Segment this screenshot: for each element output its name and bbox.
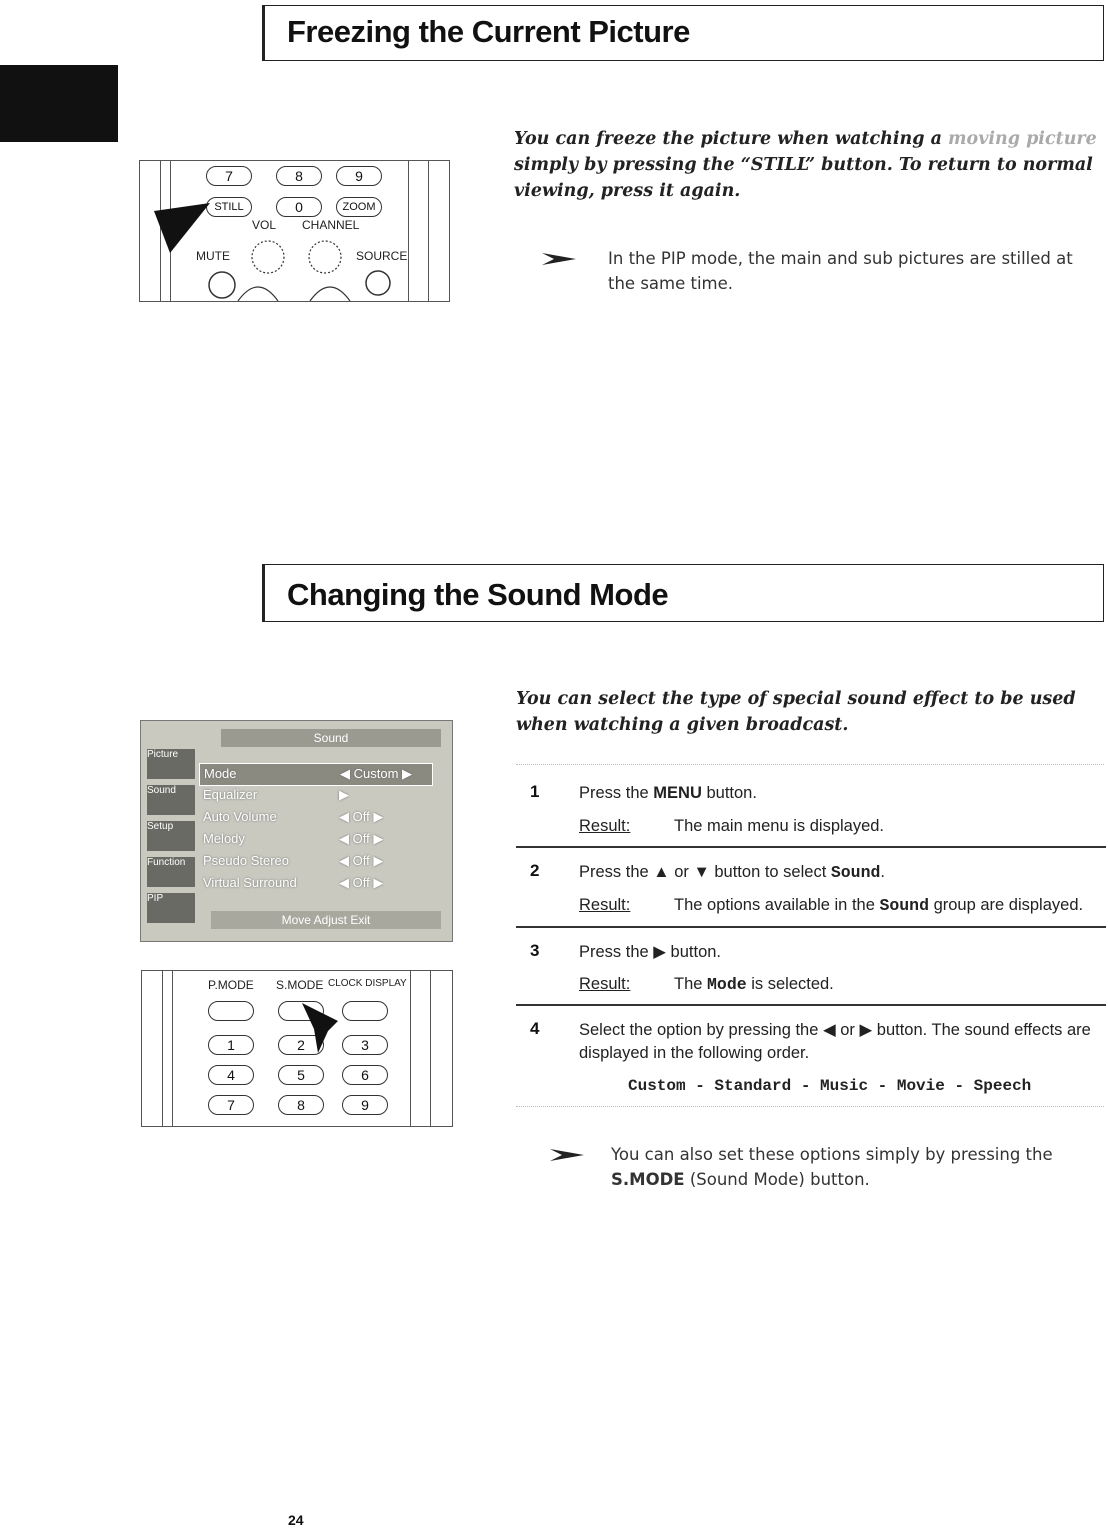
step-1-text bbox=[579, 782, 757, 805]
osd-row-virtual-surround bbox=[199, 873, 431, 894]
osd-row-label: Pseudo Stereo bbox=[203, 853, 290, 868]
still-key: STILL bbox=[206, 197, 252, 217]
intro-text-b: simply by pressing the “STILL” button. To return to normal viewing, press it again. bbox=[514, 155, 1093, 201]
language-tab bbox=[0, 65, 118, 177]
note-text-part: (Sound Mode) button. bbox=[684, 1170, 870, 1189]
result-bold: Sound bbox=[879, 896, 929, 915]
key-7: 7 bbox=[206, 166, 252, 186]
pointer-arrow-icon bbox=[142, 971, 452, 1126]
channel-label: CHANNEL bbox=[302, 218, 360, 232]
osd-row-melody bbox=[199, 829, 431, 850]
osd-row-label: Virtual Surround bbox=[203, 875, 297, 890]
osd-row-auto-volume bbox=[199, 807, 431, 828]
osd-row-label: Equalizer bbox=[203, 787, 258, 802]
step-3-number: 3 bbox=[530, 941, 540, 960]
osd-row-value: ◀ Off ▶ bbox=[339, 853, 384, 868]
osd-row-equalizer bbox=[199, 785, 431, 806]
step-divider bbox=[516, 1004, 1106, 1006]
sound-mode-order: Custom - Standard - Music - Movie - Speech bbox=[628, 1077, 1032, 1095]
step-3-result bbox=[674, 975, 834, 994]
key-8: 8 bbox=[276, 166, 322, 186]
mute-label: MUTE bbox=[196, 249, 230, 263]
result-text-part: group are displayed. bbox=[928, 896, 1084, 914]
osd-row-pseudo-stereo bbox=[199, 851, 431, 872]
page-number: 24 bbox=[288, 1512, 304, 1528]
osd-tab-picture: Picture bbox=[147, 749, 195, 779]
section-title-freezing bbox=[262, 5, 1104, 61]
step-4-number: 4 bbox=[530, 1019, 540, 1038]
section-title-sound bbox=[262, 564, 1104, 622]
osd-row-value: ◀ Custom ▶ bbox=[340, 766, 413, 781]
step-1-result-label: Result: bbox=[579, 817, 631, 835]
step-2-text bbox=[579, 861, 885, 884]
step-text-part: Press the ▲ or ▼ button to select bbox=[579, 863, 831, 881]
key-7: 7 bbox=[208, 1095, 254, 1115]
dotted-rule bbox=[516, 1106, 1104, 1108]
intro-faded: moving picture bbox=[948, 129, 1097, 149]
note-text-part: You can also set these options simply by pressing the bbox=[611, 1145, 1053, 1164]
remote-illustration-smode bbox=[141, 970, 453, 1127]
step-text-part: . bbox=[880, 863, 885, 881]
result-text-part: The bbox=[674, 975, 708, 993]
vol-label: VOL bbox=[252, 218, 277, 232]
step-1-number: 1 bbox=[530, 782, 540, 801]
step-divider bbox=[516, 846, 1106, 848]
result-text-part: is selected. bbox=[746, 975, 834, 993]
key-3: 3 bbox=[342, 1035, 388, 1055]
dotted-rule bbox=[516, 764, 1104, 766]
osd-row-value: ◀ Off ▶ bbox=[339, 809, 384, 824]
step-3-text: Press the ▶ button. bbox=[579, 943, 722, 961]
key-8: 8 bbox=[278, 1095, 324, 1115]
eng-badge: ENG bbox=[50, 155, 90, 185]
osd-row-label: Melody bbox=[203, 831, 245, 846]
freeze-intro bbox=[514, 126, 1102, 204]
note-arrow-icon bbox=[548, 1146, 588, 1164]
result-bold: Mode bbox=[707, 975, 747, 994]
pip-note: In the PIP mode, the main and sub pictures are stilled at the same time. bbox=[608, 249, 1073, 293]
smode-note bbox=[611, 1142, 1091, 1192]
osd-tab-setup: Setup bbox=[147, 821, 195, 851]
osd-row-label: Auto Volume bbox=[203, 809, 277, 824]
key-2: 2 bbox=[278, 1035, 324, 1055]
osd-tab-pip: PIP bbox=[147, 893, 195, 923]
step-3-result-label: Result: bbox=[579, 975, 631, 993]
osd-tab-function: Function bbox=[147, 857, 195, 887]
intro-text-a: You can freeze the picture when watching a bbox=[514, 129, 949, 149]
smode-label: S.MODE bbox=[276, 978, 324, 992]
key-9: 9 bbox=[342, 1095, 388, 1115]
key-0: 0 bbox=[276, 197, 322, 217]
note-arrow-icon bbox=[540, 250, 580, 268]
step-text-part: Press the bbox=[579, 784, 654, 802]
step-4-text: Select the option by pressing the ◀ or ▶ button. The sound effects are displayed in the following order. bbox=[579, 1021, 1091, 1062]
section-heading: Freezing the Current Picture bbox=[287, 14, 690, 49]
zoom-key: ZOOM bbox=[336, 197, 382, 217]
clock-display-label: CLOCK DISPLAY bbox=[328, 978, 407, 989]
osd-row-mode bbox=[199, 763, 433, 786]
step-bold: MENU bbox=[653, 784, 702, 802]
remote-shapes bbox=[140, 161, 449, 301]
osd-row-label: Mode bbox=[204, 766, 237, 781]
osd-row-value: ◀ Off ▶ bbox=[339, 831, 384, 846]
remote-illustration-still bbox=[139, 160, 450, 302]
section-heading: Changing the Sound Mode bbox=[287, 577, 669, 612]
osd-row-value: ▶ bbox=[339, 787, 349, 802]
key-6: 6 bbox=[342, 1065, 388, 1085]
osd-footer: Move Adjust Exit bbox=[211, 911, 441, 929]
osd-tab-sound: Sound bbox=[147, 785, 195, 815]
step-divider bbox=[516, 926, 1106, 928]
step-2-result-label: Result: bbox=[579, 896, 631, 914]
osd-header: Sound bbox=[221, 729, 441, 747]
step-text-part: button. bbox=[701, 784, 757, 802]
source-label: SOURCE bbox=[356, 249, 408, 263]
pmode-label: P.MODE bbox=[208, 978, 254, 992]
sound-osd-screen bbox=[140, 720, 453, 942]
sound-intro: You can select the type of special sound effect to be used when watching a given broadcast. bbox=[516, 689, 1076, 735]
step-bold: Sound bbox=[830, 863, 881, 882]
step-1-result: The main menu is displayed. bbox=[674, 817, 885, 835]
result-text-part: The options available in the bbox=[674, 896, 880, 914]
key-9: 9 bbox=[336, 166, 382, 186]
step-2-number: 2 bbox=[530, 861, 540, 880]
key-4: 4 bbox=[208, 1065, 254, 1085]
osd-row-value: ◀ Off ▶ bbox=[339, 875, 384, 890]
note-bold: S.MODE bbox=[611, 1170, 685, 1189]
key-1: 1 bbox=[208, 1035, 254, 1055]
step-2-result bbox=[674, 896, 1083, 915]
key-5: 5 bbox=[278, 1065, 324, 1085]
